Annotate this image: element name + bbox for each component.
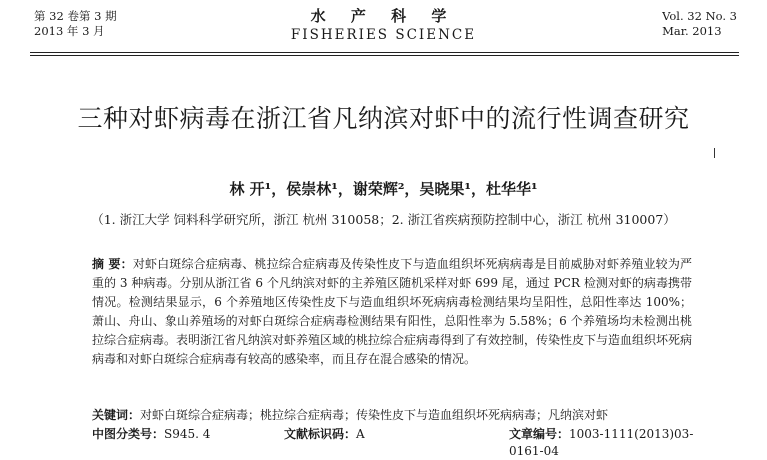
date-en: Mar. 2013 [662,24,722,38]
decorative-mark [714,148,715,158]
header-right [662,9,737,39]
doc-code-value: A [356,427,365,441]
article-title: 三种对虾病毒在浙江省凡纳滨对虾中的流行性调查研究 [77,104,690,133]
clc-label: 中图分类号： [92,427,165,441]
journal-title-en: FISHERIES SCIENCE [290,27,477,43]
keywords [92,407,702,424]
affiliations: （1. 浙江大学 饲料科学研究所，浙江 杭州 310058；2. 浙江省疾病预防控制中心，浙江 杭州 310007） [91,212,676,227]
article-no-value: 1003-1111(2013)03-0161-04 [509,427,694,458]
journal-title-cn: 水 产 科 学 [310,7,457,25]
volume-cn: 第 32 卷第 3 期 [34,9,117,23]
keywords-label: 关键词： [92,408,141,422]
journal-masthead [0,6,767,44]
doc-code-label: 文献标识码： [284,427,357,441]
abstract [92,255,692,369]
article-no-field [509,426,702,460]
doc-code-field [284,426,365,443]
abstract-label: 摘 要： [92,257,133,271]
abstract-text: 对虾白斑综合症病毒、桃拉综合症病毒及传染性皮下与造血组织坏死病病毒是目前威胁对虾养殖业较为严重的 3 种病毒。分别从浙江省 6 个凡纳滨对虾的主养殖区随机采样对虾 699 尾，通过 PCR 检测对虾的病毒携带情况。检测结果显示，6 个养殖地区传染性皮下与造血组织坏死病病毒检测结果均呈阳性，总阳性率达 100%；萧山、舟山、象山养殖场的对虾白斑综合症病毒检测结果有阳性，总阳性率为 5.58%；6 个养殖场均未检测出桃拉综合症病毒。表明浙江省凡纳滨对虾养殖区域的桃拉综合症病毒得到了有效控制，传染性皮下与造血组织坏死病病毒和对虾白斑综合症病毒有较高的感染率，而且存在混合感染的情况。 [92,257,693,366]
header-rule-double [30,55,739,56]
date-cn: 2013 年 3 月 [34,24,105,38]
header-rule [30,52,739,53]
volume-en: Vol. 32 No. 3 [662,9,737,23]
keywords-text: 对虾白斑综合症病毒；桃拉综合症病毒；传染性皮下与造血组织坏死病病毒；凡纳滨对虾 [140,408,609,422]
clc-field [92,426,210,443]
author-list: 林 开¹，侯崇林¹，谢荣辉²，吴晓果¹，杜华华¹ [229,180,538,198]
article-no-label: 文章编号： [509,427,570,441]
clc-value: S945. 4 [164,427,211,441]
